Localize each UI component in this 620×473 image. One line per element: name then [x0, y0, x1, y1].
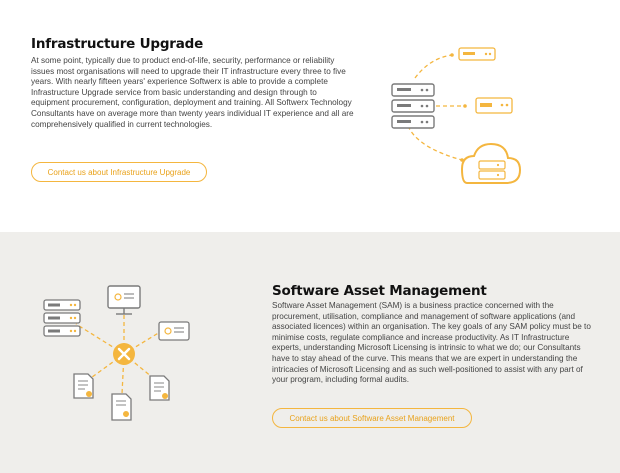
infrastructure-title: Infrastructure Upgrade	[31, 36, 204, 52]
sam-section	[0, 232, 620, 473]
contact-sam-button[interactable]: Contact us about Software Asset Management	[272, 408, 472, 428]
tablet-icon	[159, 322, 189, 340]
sam-illustration	[30, 280, 210, 430]
cloud-server-icon	[462, 144, 520, 183]
monitor-icon	[108, 286, 140, 314]
sam-body: Software Asset Management (SAM) is a business practice concerned with the procurement, utilisation, compliance and management of software applications (and associated licences) within an organisation. The key goals of any SAM policy must be to minimise costs, regulate compliance and increase productivity. As IT Infrastructure experts, understanding Microsoft Licensing is intrinsic to what we do; our Consultants have to stay ahead of the curve. This means that we are expert in understanding the intricacies of Microsoft Licensing and as such well-positioned to assist with any part of your program, including formal audits.	[272, 301, 591, 385]
document-icon	[74, 374, 169, 420]
sam-title: Software Asset Management	[272, 283, 487, 299]
contact-infrastructure-button[interactable]: Contact us about Infrastructure Upgrade	[31, 162, 207, 182]
x-logo-icon	[113, 343, 135, 365]
infrastructure-illustration	[370, 40, 550, 190]
infrastructure-section	[0, 0, 620, 232]
infrastructure-body: At some point, typically due to product end-of-life, security, performance or reliability issues most organisations will need to upgrade their IT infrastructure every three to five years. With nearly fifteen years' experience Softwerx is able to provide a complete Infrastructure Upgrade service from basic understanding and design through to equipment procurement, configuration, deployment and training. All Softwerx Technology Consultants have on average more than twenty years individual IT experience and all are comprehensively qualified in current technologies.	[31, 56, 354, 129]
